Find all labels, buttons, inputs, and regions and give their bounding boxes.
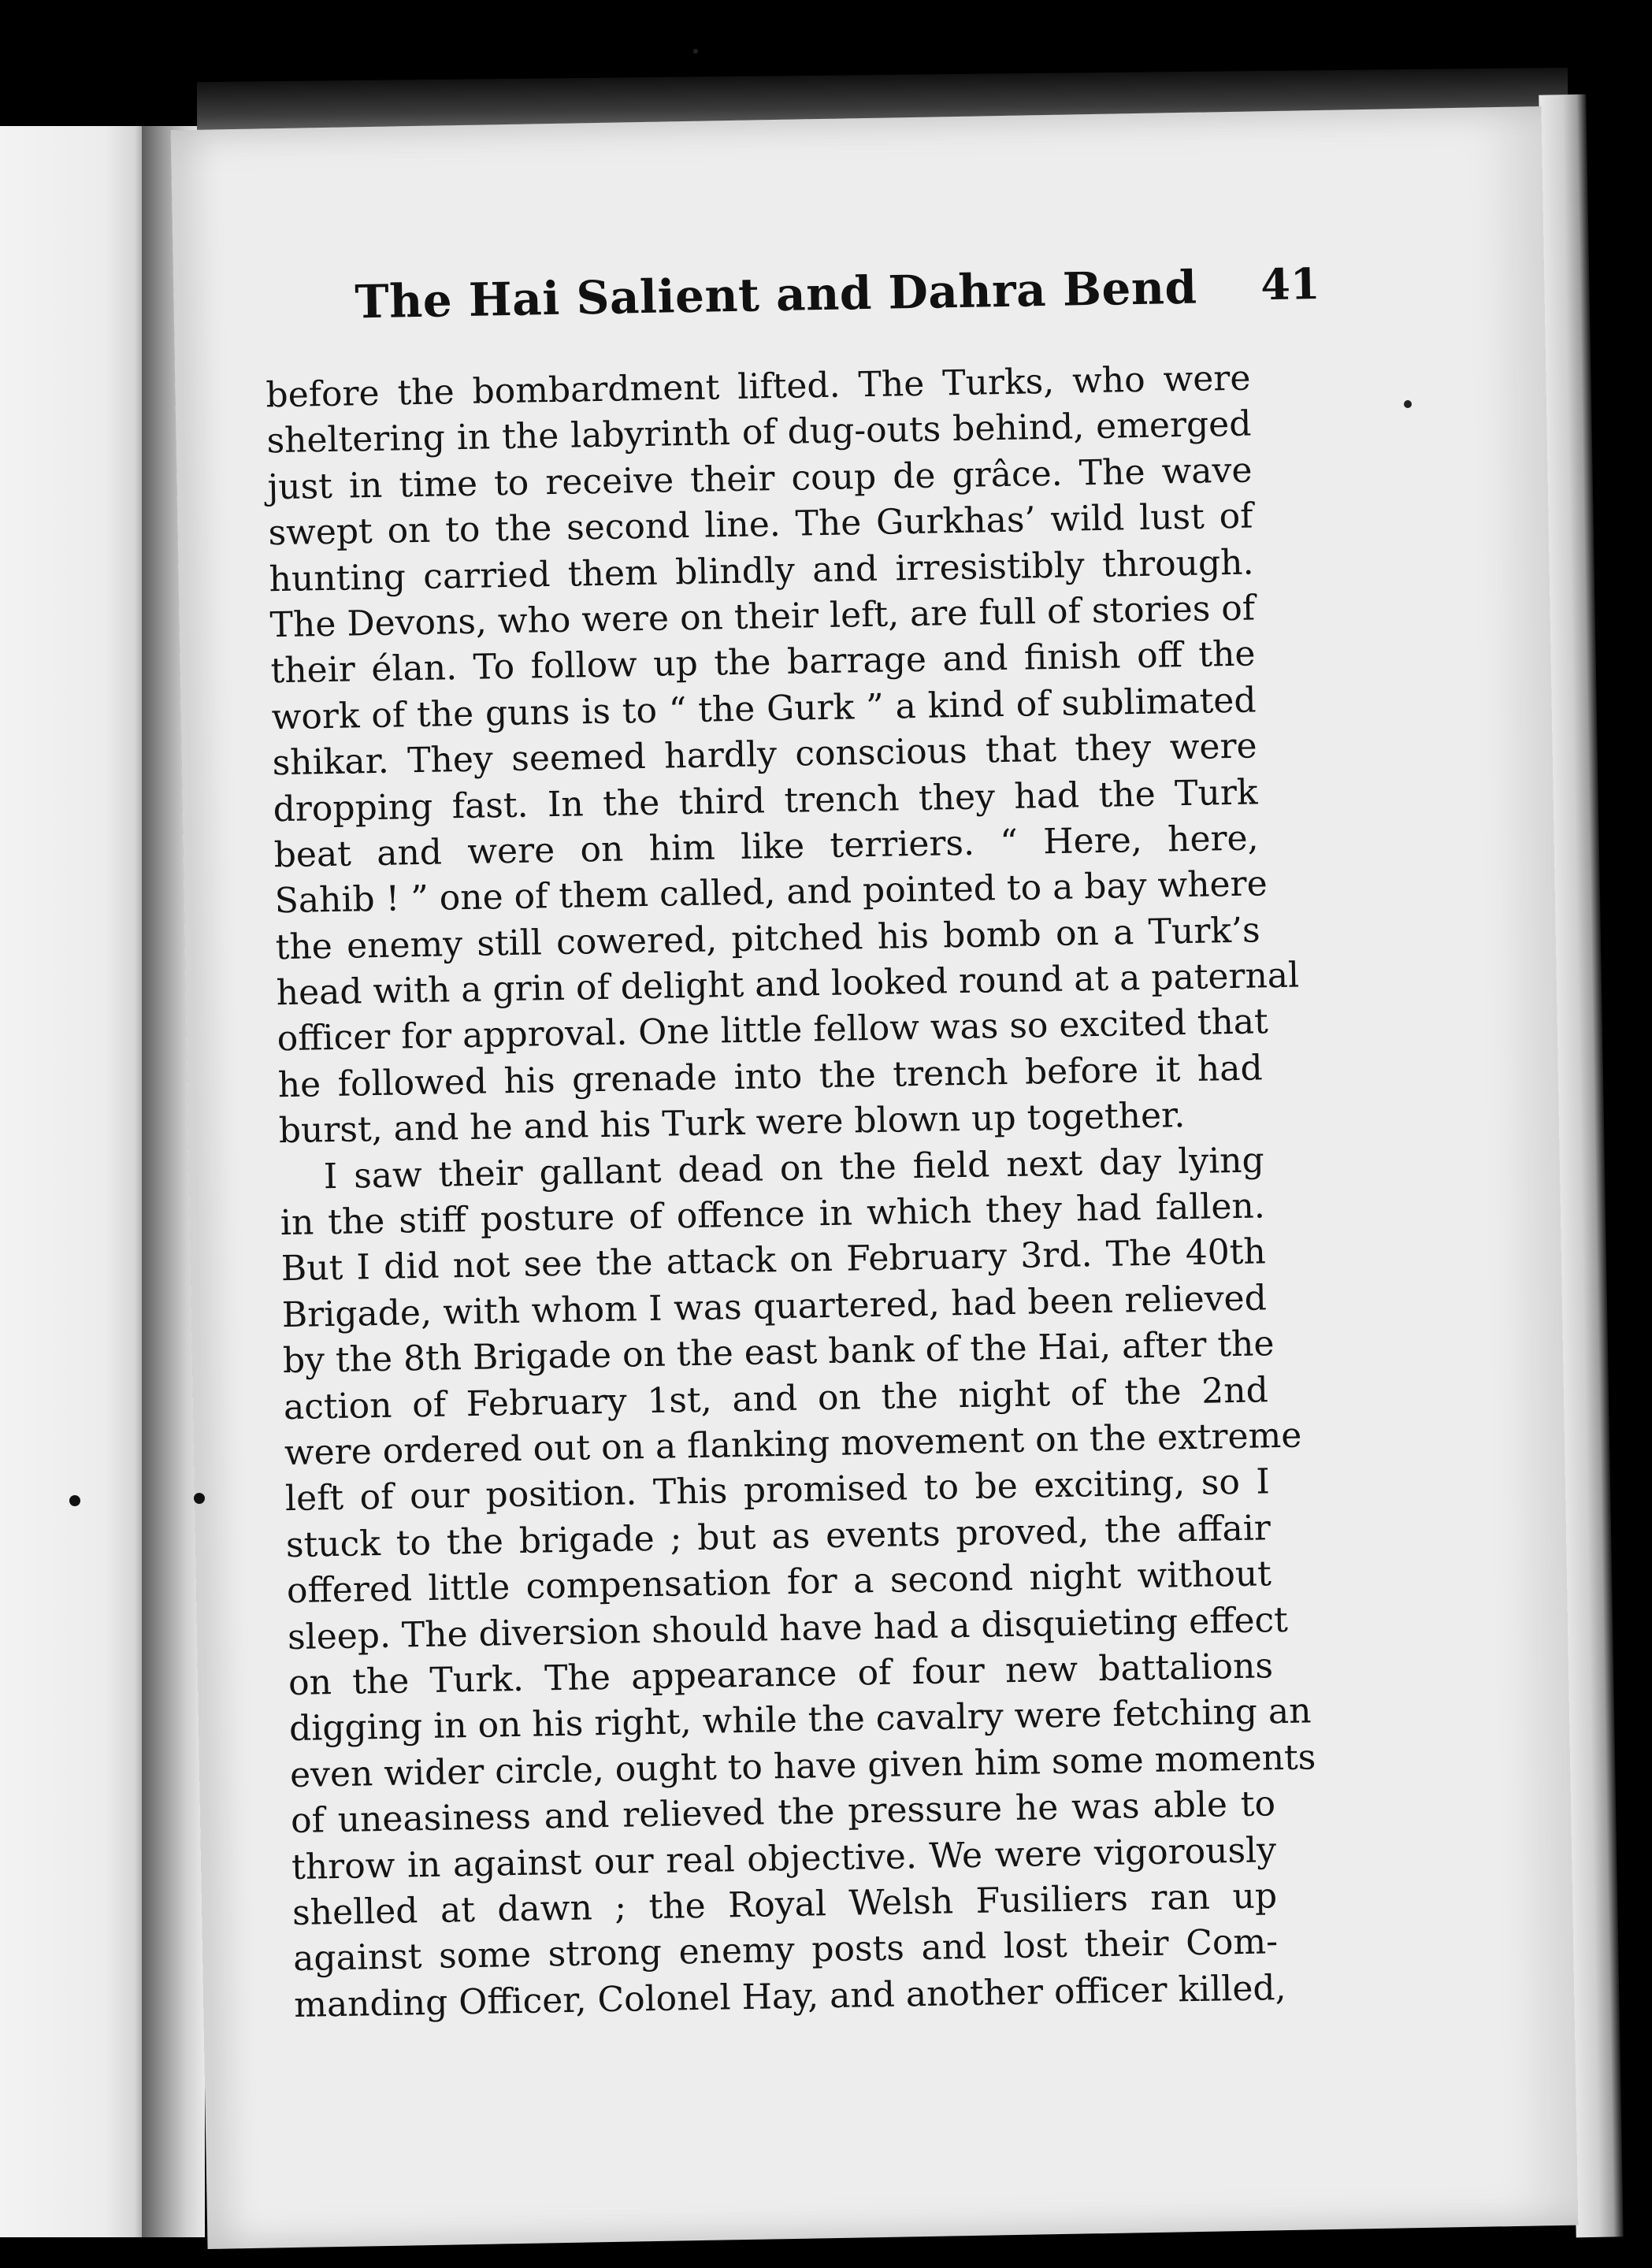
text-line: action of February 1st, and on the night of the 2nd bbox=[283, 1369, 1269, 1427]
scan-speck bbox=[1404, 400, 1412, 408]
text-line: dropping fast. In the third trench they had the Turk bbox=[273, 771, 1258, 830]
page-header bbox=[355, 250, 1380, 354]
text-line: officer for approval. One little fellow was so excited that bbox=[277, 1001, 1269, 1060]
paragraph-start-line: I saw their gallant dead on the field next day lying bbox=[323, 1140, 1265, 1197]
facing-page-edge bbox=[0, 126, 150, 2237]
text-line: against some strong enemy posts and lost their Com- bbox=[292, 1921, 1279, 1980]
text-line: head with a grin of delight and looked round at a paternal bbox=[276, 955, 1300, 1014]
text-line: throw in against our real objective. We were vigorously bbox=[291, 1829, 1277, 1888]
text-line: left of our position. This promised to be exciting, so I bbox=[284, 1461, 1271, 1520]
text-line: by the 8th Brigade on the east bank of the Hai, after the bbox=[282, 1323, 1275, 1382]
text-line: sheltering in the labyrinth of dug-outs behind, emerged bbox=[266, 403, 1252, 462]
text-line: Sahib ! ” one of them called, and pointed to a bay where bbox=[274, 863, 1268, 922]
text-line: their élan. To follow up the barrage and finish off the bbox=[270, 633, 1256, 692]
text-line: on the Turk. The appearance of four new battalions bbox=[288, 1646, 1274, 1704]
text-line: in the stiff posture of offence in which they had fallen. bbox=[280, 1186, 1266, 1244]
text-line: of uneasiness and relieved the pressure he was able to bbox=[290, 1784, 1276, 1842]
text-line: even wider circle, ought to have given him some moments bbox=[289, 1737, 1316, 1795]
text-line: offered little compensation for a second night without bbox=[286, 1553, 1272, 1612]
text-line: shikar. They seemed hardly conscious that they were bbox=[272, 726, 1257, 784]
text-line: beat and were on him like terriers. “ Here, here, bbox=[273, 818, 1259, 876]
text-line: digging in on his right, while the cavalry were fetching an bbox=[288, 1691, 1312, 1750]
body-text bbox=[265, 356, 1316, 2029]
scan-speck bbox=[693, 49, 698, 54]
text-line: manding Officer, Colonel Hay, and another officer killed, bbox=[293, 1967, 1286, 2025]
paragraph-end-line: burst, and he and his Turk were blown up together. bbox=[278, 1095, 1186, 1152]
text-line: swept on to the second line. The Gurkhas’ wild lust of bbox=[268, 496, 1253, 554]
scan-speck bbox=[69, 1495, 80, 1506]
text-line: stuck to the brigade ; but as events proved, the affair bbox=[285, 1508, 1271, 1565]
page-number: 41 bbox=[1260, 258, 1320, 310]
text-line: The Devons, who were on their left, are full of stories of bbox=[269, 588, 1256, 646]
text-line: were ordered out on a flanking movement on the extreme bbox=[284, 1415, 1302, 1474]
text-line: he followed his grenade into the trench before it had bbox=[277, 1048, 1264, 1106]
text-line: But I did not see the attack on February 3rd. The 40th bbox=[280, 1231, 1267, 1290]
text-line: hunting carried them blindly and irresistibly through. bbox=[269, 542, 1254, 599]
text-line: sleep. The diversion should have had a disquieting effect bbox=[287, 1599, 1289, 1657]
text-line: the enemy still cowered, pitched his bomb on a Turk’s bbox=[275, 910, 1261, 967]
text-line: shelled at dawn ; the Royal Welsh Fusiliers ran up bbox=[291, 1876, 1278, 1933]
scan-speck bbox=[194, 1493, 205, 1504]
text-line: just in time to receive their coup de grâce. The wave bbox=[267, 450, 1253, 508]
text-line: before the bombardment lifted. The Turks, who were bbox=[265, 358, 1251, 416]
running-title: The Hai Salient and Dahra Bend bbox=[354, 260, 1198, 329]
text-line: Brigade, with whom I was quartered, had been relieved bbox=[281, 1278, 1268, 1335]
text-line: work of the guns is to “ the Gurk ” a kind of sublimated bbox=[271, 680, 1257, 737]
book-page bbox=[171, 106, 1579, 2249]
